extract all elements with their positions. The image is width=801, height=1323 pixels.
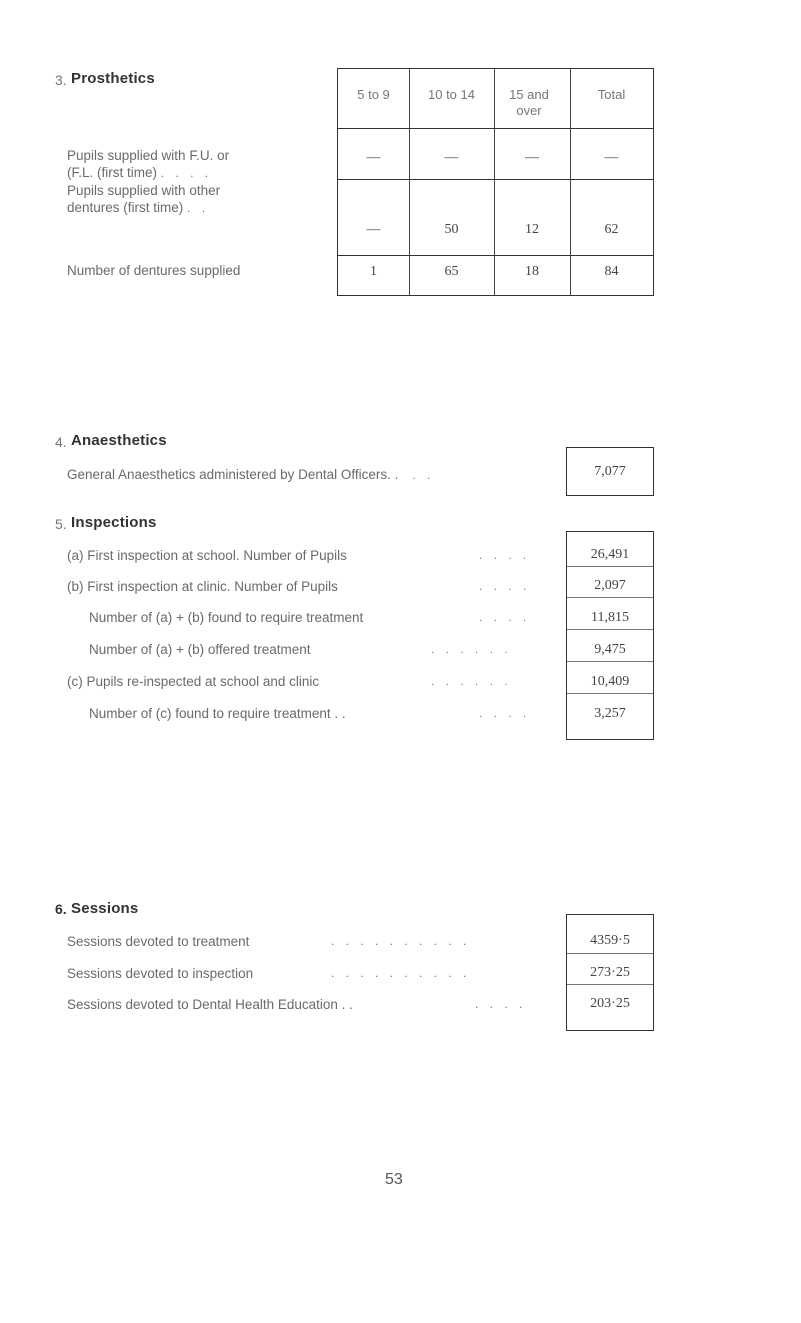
anaesthetics-value: 7,077: [594, 464, 626, 479]
prosthetics-row-1-label: Pupils supplied with F.U. or (F.L. (first time) . . . .: [67, 148, 230, 180]
sessions-box: [566, 914, 654, 1031]
inspection-row-label: Number of (a) + (b) offered treatment . . . . . .: [89, 642, 512, 657]
table-cell: 1: [370, 264, 377, 279]
inspection-row-label: Number of (a) + (b) found to require treatment . . . .: [89, 610, 531, 625]
inspection-row-label: (c) Pupils re-inspected at school and clinic . . . . . .: [67, 674, 512, 689]
session-row-label: Sessions devoted to Dental Health Education . . . . . .: [67, 997, 527, 1012]
table-cell: —: [444, 150, 459, 165]
column-header-15-and-over: 15 and over: [509, 87, 549, 118]
anaesthetics-heading: Anaesthetics: [71, 432, 167, 449]
page-number: 53: [385, 1171, 403, 1188]
anaesthetics-row-label: General Anaesthetics administered by Dental Officers. . . .: [67, 467, 435, 482]
table-cell: —: [525, 150, 539, 165]
table-cell: —: [366, 222, 381, 237]
session-row-label: Sessions devoted to inspection . . . . . . . . . .: [67, 966, 471, 981]
column-header-10-to-14: 10 to 14: [428, 87, 475, 102]
inspection-row-label: Number of (c) found to require treatment . . . . . .: [89, 706, 531, 721]
inspections-heading: Inspections: [71, 514, 157, 531]
session-row-label: Sessions devoted to treatment . . . . . . . . . .: [67, 934, 471, 949]
column-header-5-to-9: 5 to 9: [357, 87, 390, 102]
table-cell: 84: [604, 264, 619, 279]
prosthetics-row-2-label: Pupils supplied with other dentures (first time) . .: [67, 183, 221, 215]
inspection-value: 3,257: [594, 706, 626, 721]
session-value: 203·25: [590, 996, 630, 1011]
inspection-value: 26,491: [590, 547, 630, 562]
inspection-value: 9,475: [594, 642, 626, 657]
sessions-section-number: 6.: [55, 901, 67, 917]
table-cell: 62: [604, 222, 619, 237]
sessions-heading: Sessions: [71, 900, 139, 917]
inspection-value: 11,815: [591, 610, 629, 625]
column-header-total: Total: [597, 87, 626, 102]
session-value: 273·25: [590, 965, 630, 980]
anaesthetics-section-number: 4.: [55, 434, 67, 450]
table-cell: 18: [525, 264, 539, 279]
prosthetics-heading: Prosthetics: [71, 70, 155, 87]
table-cell: 12: [525, 222, 539, 237]
inspection-value: 2,097: [594, 578, 626, 593]
inspection-value: 10,409: [590, 674, 630, 689]
inspections-section-number: 5.: [55, 516, 67, 532]
inspections-box: [566, 531, 654, 740]
anaesthetics-box: [566, 447, 654, 496]
table-cell: 65: [444, 264, 459, 279]
inspection-row-label: (b) First inspection at clinic. Number of Pupils . . . .: [67, 579, 531, 594]
table-cell: —: [604, 150, 619, 165]
prosthetics-table: [337, 68, 654, 296]
inspection-row-label: (a) First inspection at school. Number of Pupils . . . .: [67, 548, 531, 563]
session-value: 4359·5: [590, 933, 630, 948]
table-cell: 50: [444, 222, 459, 237]
prosthetics-section-number: 3.: [55, 72, 67, 88]
prosthetics-row-3-label: Number of dentures supplied: [67, 263, 241, 278]
table-cell: —: [366, 150, 381, 165]
